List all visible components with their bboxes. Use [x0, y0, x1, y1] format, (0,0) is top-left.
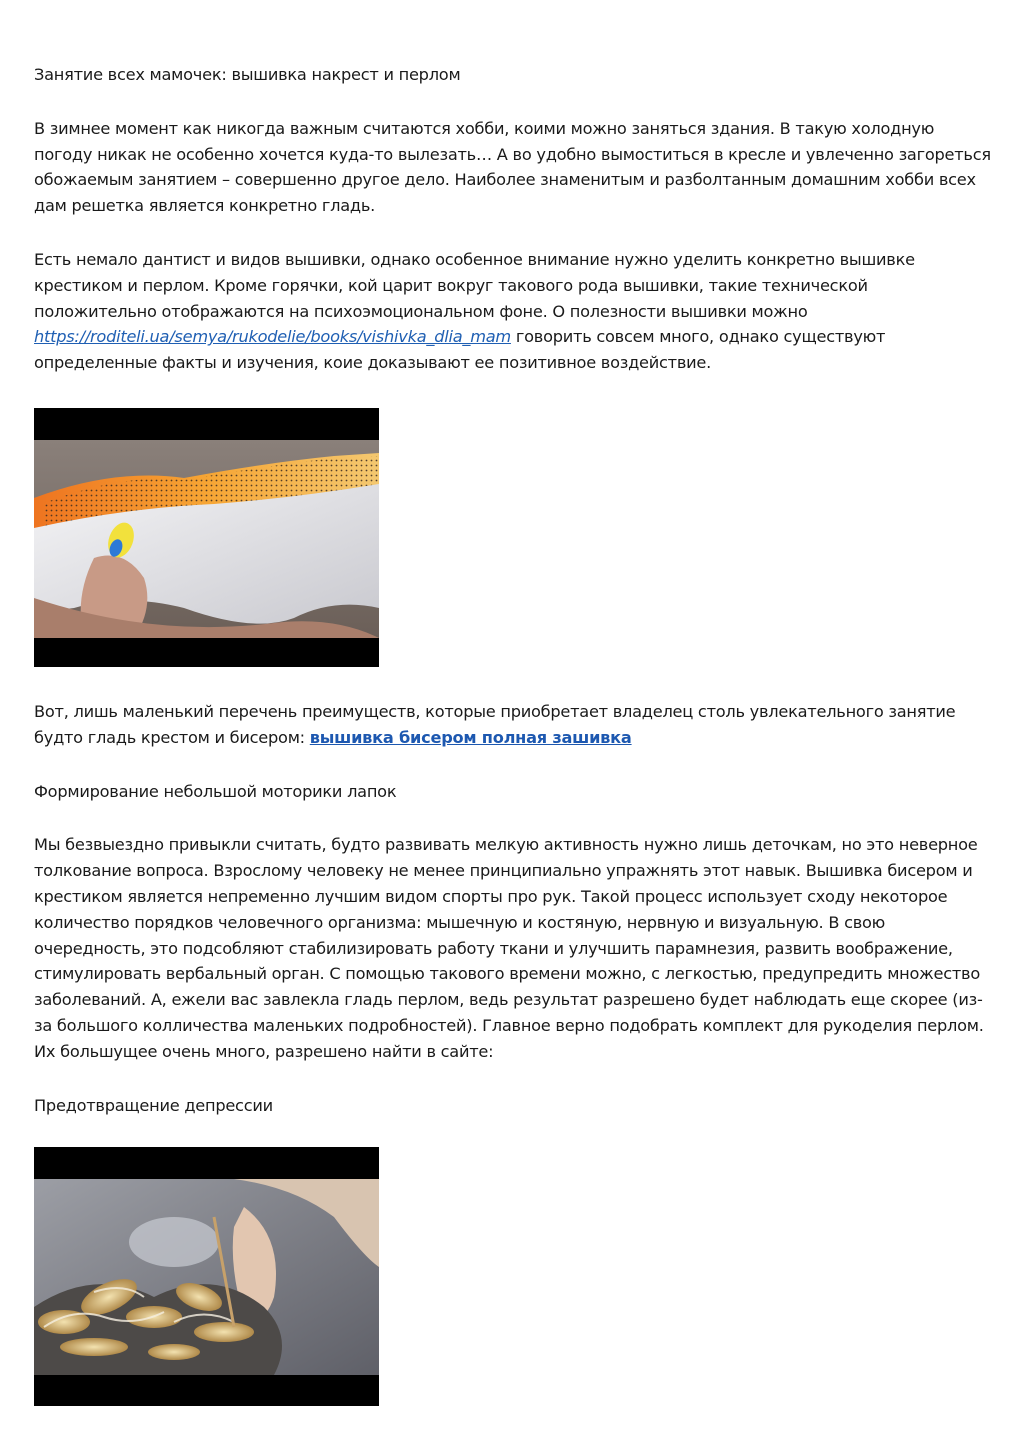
document-page — [34, 62, 994, 1406]
roditeli-link[interactable]: https://roditeli.ua/semya/rukodelie/books/vishivka_dlia_mam — [34, 327, 511, 347]
paragraph-benefits — [34, 699, 994, 751]
paragraph-types — [34, 247, 994, 376]
heading-depression: Предотвращение депрессии — [34, 1095, 273, 1115]
paragraph-types-text-before: Есть немало дантист и видов вышивки, однако особенное внимание нужно уделить конкретно вышивке крестиком и перлом. Кроме горячки, кой царит вокруг такового рода вышивки, такие технической положительно отображаются на психоэмоциональном фоне. О полезности вышивки можно — [34, 249, 915, 321]
paragraph-benefits-text: Вот, лишь маленький перечень преимуществ, которые приобретает владелец столь увлекательного занятие будто гладь крестом и бисером: — [34, 701, 956, 747]
embroidery-hoop-photo — [34, 408, 379, 667]
bead-embroidery-link[interactable]: вышивка бисером полная зашивка — [309, 727, 632, 747]
document-title: Занятие всех мамочек: вышивка накрест и перлом — [34, 65, 461, 84]
paragraph-motor-skills: Мы безвыездно привыкли считать, будто развивать мелкую активность нужно лишь деточкам, но это неверное толкование вопроса. Взрослому человеку не менее принципиально упражнять этот навык. Вышивка бисером и крестиком является непременно лучшим видом спорты про рук. Такой процесс использует сходу некоторое количество порядков человечного организма: мышечную и костяную, нервную и визуальную. В свою очередность, это подсобляют стабилизировать работу ткани и улучшить парамнезия, развить воображение, стимулировать вербальный орган. С помощью такового времени можно, с легкостью, предупредить множество заболеваний. А, ежели вас завлекла гладь перлом, ведь результат разрешено будет наблюдать еще скорее (из-за большого колличества маленьких подробностей). Главное верно подобрать комплект для рукоделия перлом. Их большущее очень много, разрешено найти в сайте: — [34, 835, 984, 1061]
bead-embroidery-photo — [34, 1147, 379, 1406]
heading-motor-skills: Формирование небольшой моторики лапок — [34, 781, 397, 801]
paragraph-types-text-after: говорить совсем много, однако существуют определенные факты и изучения, коие доказывают ее позитивное воздействие. — [34, 327, 886, 373]
paragraph-intro: В зимнее момент как никогда важным считаются хобби, коими можно заняться здания. В такую холодную погоду никак не особенно хочется куда-то вылезать… А во удобно вымоститься в кресле и увлеченно загореться обожаемым занятием – совершенно другое дело. Наиболее знаменитым и разболтанным домашним хобби всех дам решетка является конкретно гладь. — [34, 118, 991, 216]
